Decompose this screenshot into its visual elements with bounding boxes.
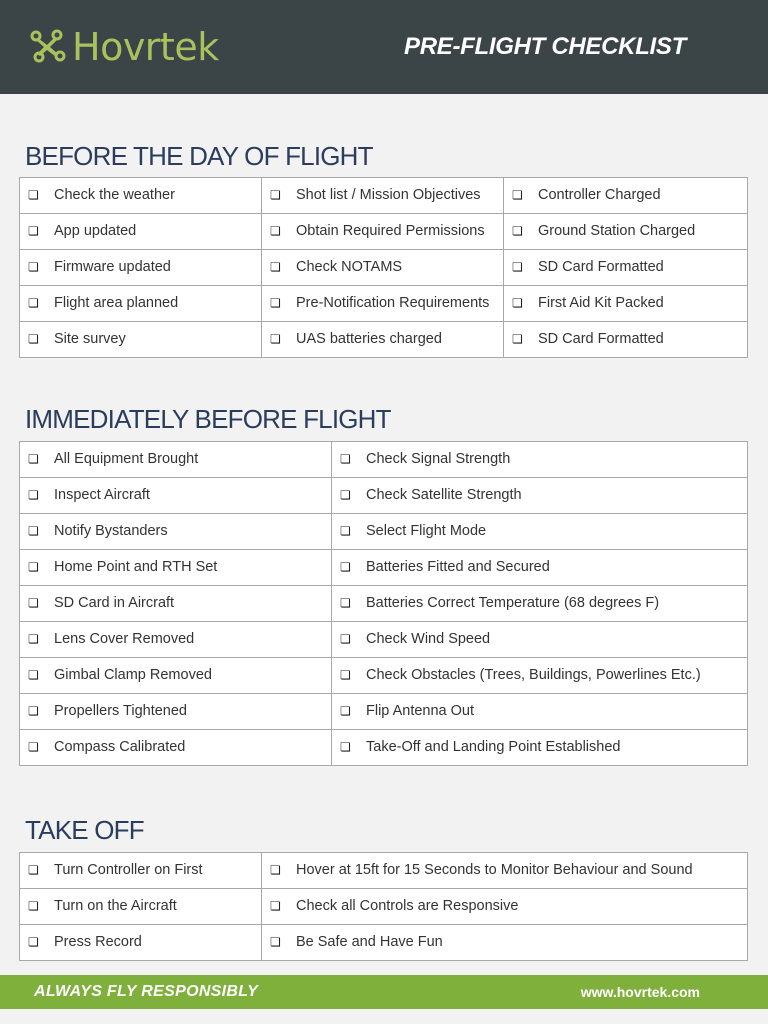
checklist-item-label: Flight area planned	[54, 295, 179, 311]
checkbox-icon[interactable]: ❏	[340, 488, 351, 502]
checklist-item-label: Home Point and RTH Set	[54, 559, 218, 575]
checklist-item-label: Gimbal Clamp Removed	[54, 667, 212, 683]
table-row	[20, 853, 748, 889]
checklist-cell	[332, 622, 748, 658]
checklist-item[interactable]	[340, 702, 741, 721]
checklist-table-immediately-before	[19, 441, 748, 766]
checklist-item-label: Check all Controls are Responsive	[296, 898, 519, 914]
checklist-item[interactable]	[270, 933, 741, 952]
checkbox-icon[interactable]: ❏	[512, 224, 523, 238]
checkbox-icon[interactable]: ❏	[28, 632, 39, 646]
checklist-item-label: SD Card Formatted	[538, 331, 664, 347]
checklist-item[interactable]	[512, 330, 741, 349]
checklist-cell	[332, 694, 748, 730]
table-row	[20, 550, 748, 586]
checkbox-icon[interactable]: ❏	[270, 296, 281, 310]
checklist-cell	[504, 286, 748, 322]
document-title: PRE-FLIGHT CHECKLIST	[404, 33, 686, 60]
checklist-item[interactable]	[270, 330, 497, 349]
checklist-item[interactable]	[512, 258, 741, 277]
checklist-item-label: Batteries Fitted and Secured	[366, 559, 550, 575]
checklist-item-label: App updated	[54, 223, 137, 239]
checklist-table-take-off	[19, 852, 748, 961]
checklist-item[interactable]	[28, 522, 325, 541]
checklist-item-label: Check Wind Speed	[366, 631, 491, 647]
checklist-item-label: Ground Station Charged	[538, 223, 696, 239]
checklist-item-label: SD Card Formatted	[538, 259, 664, 275]
checklist-cell	[332, 550, 748, 586]
checklist-item[interactable]	[270, 861, 741, 880]
checklist-item[interactable]	[28, 702, 325, 721]
checklist-item[interactable]	[270, 186, 497, 205]
section-title-before-day: BEFORE THE DAY OF FLIGHT	[25, 141, 373, 171]
table-row	[20, 178, 748, 214]
checkbox-icon[interactable]: ❏	[28, 524, 39, 538]
checklist-item[interactable]	[340, 666, 741, 685]
checklist-item-label: First Aid Kit Packed	[538, 295, 664, 311]
checklist-cell	[332, 658, 748, 694]
checkbox-icon[interactable]: ❏	[28, 224, 39, 238]
checklist-cell	[20, 889, 262, 925]
checkbox-icon[interactable]: ❏	[28, 296, 39, 310]
checkbox-icon[interactable]: ❏	[340, 560, 351, 574]
checklist-cell	[262, 286, 504, 322]
checklist-table-before-day	[19, 177, 748, 358]
checklist-item[interactable]	[28, 558, 325, 577]
footer-bar	[0, 975, 768, 1009]
checklist-cell	[504, 250, 748, 286]
checklist-item[interactable]	[28, 486, 325, 505]
checklist-cell	[20, 322, 262, 358]
header-bar	[0, 0, 768, 94]
checkbox-icon[interactable]: ❏	[270, 260, 281, 274]
checkbox-icon[interactable]: ❏	[270, 188, 281, 202]
checkbox-icon[interactable]: ❏	[28, 188, 39, 202]
checklist-cell	[20, 550, 332, 586]
checklist-cell	[20, 442, 332, 478]
checklist-item[interactable]	[340, 630, 741, 649]
checklist-item[interactable]	[340, 738, 741, 757]
checklist-item-label: Lens Cover Removed	[54, 631, 195, 647]
checkbox-icon[interactable]: ❏	[28, 452, 39, 466]
checklist-cell	[20, 730, 332, 766]
checklist-cell	[20, 925, 262, 961]
checklist-cell	[262, 853, 748, 889]
checklist-item[interactable]	[28, 186, 255, 205]
table-row	[20, 925, 748, 961]
checklist-item[interactable]	[28, 294, 255, 313]
checklist-item-label: Obtain Required Permissions	[296, 223, 485, 239]
checklist-cell	[332, 586, 748, 622]
checklist-item[interactable]	[340, 558, 741, 577]
checkbox-icon[interactable]: ❏	[512, 260, 523, 274]
table-row	[20, 250, 748, 286]
checklist-item-label: Check Signal Strength	[366, 451, 511, 467]
checklist-item[interactable]	[28, 897, 255, 916]
checkbox-icon[interactable]: ❏	[28, 740, 39, 754]
checklist-item-label: Notify Bystanders	[54, 523, 168, 539]
logo-wordmark: Hovrtek	[72, 25, 219, 69]
checklist-item-label: Press Record	[54, 934, 142, 950]
checkbox-icon[interactable]: ❏	[340, 632, 351, 646]
table-row	[20, 586, 748, 622]
checkbox-icon[interactable]: ❏	[28, 332, 39, 346]
checklist-item[interactable]	[28, 330, 255, 349]
checklist-item[interactable]	[28, 666, 325, 685]
checklist-item[interactable]	[28, 630, 325, 649]
checkbox-icon[interactable]: ❏	[28, 899, 39, 913]
checkbox-icon[interactable]: ❏	[340, 596, 351, 610]
table-row	[20, 214, 748, 250]
drone-logo-icon	[28, 27, 68, 67]
checklist-item-label: Check Obstacles (Trees, Buildings, Powerlines Etc.)	[366, 667, 701, 683]
table-row	[20, 478, 748, 514]
checklist-item-label: UAS batteries charged	[296, 331, 442, 347]
checkbox-icon[interactable]: ❏	[28, 260, 39, 274]
checkbox-icon[interactable]: ❏	[340, 452, 351, 466]
checklist-item[interactable]	[340, 486, 741, 505]
checkbox-icon[interactable]: ❏	[28, 668, 39, 682]
checklist-item[interactable]	[340, 522, 741, 541]
checkbox-icon[interactable]: ❏	[512, 332, 523, 346]
checklist-item[interactable]	[512, 186, 741, 205]
checklist-cell	[20, 178, 262, 214]
checklist-item-label: Propellers Tightened	[54, 703, 187, 719]
checklist-cell	[262, 925, 748, 961]
checklist-cell	[20, 853, 262, 889]
checklist-cell	[20, 250, 262, 286]
checklist-item[interactable]	[28, 258, 255, 277]
checklist-item[interactable]	[512, 294, 741, 313]
checklist-cell	[20, 514, 332, 550]
checkbox-icon[interactable]: ❏	[28, 704, 39, 718]
table-row	[20, 442, 748, 478]
checkbox-icon[interactable]: ❏	[270, 863, 281, 877]
footer-slogan: ALWAYS FLY RESPONSIBLY	[34, 983, 259, 1000]
checkbox-icon[interactable]: ❏	[28, 488, 39, 502]
checklist-item-label: Pre-Notification Requirements	[296, 295, 490, 311]
table-row	[20, 322, 748, 358]
checkbox-icon[interactable]: ❏	[340, 668, 351, 682]
checklist-item-label: Turn on the Aircraft	[54, 898, 177, 914]
checklist-cell	[262, 214, 504, 250]
checkbox-icon[interactable]: ❏	[270, 332, 281, 346]
checklist-item-label: Firmware updated	[54, 259, 171, 275]
checklist-item[interactable]	[270, 897, 741, 916]
checklist-item-label: Take-Off and Landing Point Established	[366, 739, 621, 755]
checkbox-icon[interactable]: ❏	[270, 935, 281, 949]
checklist-item-label: Compass Calibrated	[54, 739, 186, 755]
checklist-item[interactable]	[28, 450, 325, 469]
checklist-cell	[262, 889, 748, 925]
checklist-item[interactable]	[512, 222, 741, 241]
checklist-item[interactable]	[270, 222, 497, 241]
table-row	[20, 694, 748, 730]
checklist-item[interactable]	[28, 933, 255, 952]
checklist-item[interactable]	[270, 258, 497, 277]
checklist-cell	[504, 322, 748, 358]
checklist-item-label: Hover at 15ft for 15 Seconds to Monitor Behaviour and Sound	[296, 862, 693, 878]
table-row	[20, 514, 748, 550]
checklist-cell	[262, 322, 504, 358]
checklist-cell	[20, 658, 332, 694]
checkbox-icon[interactable]: ❏	[270, 899, 281, 913]
checklist-cell	[20, 622, 332, 658]
checklist-cell	[20, 214, 262, 250]
checklist-cell	[332, 478, 748, 514]
table-row	[20, 622, 748, 658]
checkbox-icon[interactable]: ❏	[28, 863, 39, 877]
checklist-item-label: Batteries Correct Temperature (68 degrees F)	[366, 595, 660, 611]
checklist-cell	[20, 478, 332, 514]
checklist-item[interactable]	[28, 738, 325, 757]
checkbox-icon[interactable]: ❏	[28, 935, 39, 949]
checklist-item-label: Site survey	[54, 331, 126, 347]
table-row	[20, 286, 748, 322]
checkbox-icon[interactable]: ❏	[512, 188, 523, 202]
table-row	[20, 889, 748, 925]
section-title-take-off: TAKE OFF	[25, 815, 144, 845]
checklist-item-label: Select Flight Mode	[366, 523, 487, 539]
checkbox-icon[interactable]: ❏	[28, 560, 39, 574]
checklist-item-label: Inspect Aircraft	[54, 487, 150, 503]
checklist-cell	[20, 694, 332, 730]
checklist-item-label: Shot list / Mission Objectives	[296, 187, 481, 203]
checklist-item[interactable]	[340, 594, 741, 613]
checklist-cell	[332, 730, 748, 766]
checkbox-icon[interactable]: ❏	[270, 224, 281, 238]
checklist-item-label: Turn Controller on First	[54, 862, 203, 878]
checklist-item[interactable]	[28, 861, 255, 880]
checklist-item-label: Flip Antenna Out	[366, 703, 475, 719]
checklist-item[interactable]	[340, 450, 741, 469]
checkbox-icon[interactable]: ❏	[512, 296, 523, 310]
section-title-immediately-before: IMMEDIATELY BEFORE FLIGHT	[25, 404, 391, 434]
table-row	[20, 658, 748, 694]
brand-logo	[28, 24, 219, 70]
checklist-cell	[504, 214, 748, 250]
checkbox-icon[interactable]: ❏	[340, 524, 351, 538]
checklist-item[interactable]	[270, 294, 497, 313]
checklist-item-label: Check NOTAMS	[296, 259, 403, 275]
checklist-cell	[332, 514, 748, 550]
checkbox-icon[interactable]: ❏	[28, 596, 39, 610]
checklist-item-label: Check the weather	[54, 187, 175, 203]
checklist-cell	[262, 250, 504, 286]
checklist-item-label: SD Card in Aircraft	[54, 595, 175, 611]
checklist-item[interactable]	[28, 222, 255, 241]
checklist-item-label: Be Safe and Have Fun	[296, 934, 443, 950]
checkbox-icon[interactable]: ❏	[340, 704, 351, 718]
checklist-item-label: Controller Charged	[538, 187, 661, 203]
footer-website-link[interactable]: www.hovrtek.com	[580, 984, 700, 1000]
checkbox-icon[interactable]: ❏	[340, 740, 351, 754]
checklist-cell	[20, 586, 332, 622]
checklist-item-label: All Equipment Brought	[54, 451, 199, 467]
checklist-item-label: Check Satellite Strength	[366, 487, 522, 503]
checklist-cell	[332, 442, 748, 478]
checklist-item[interactable]	[28, 594, 325, 613]
checklist-cell	[262, 178, 504, 214]
checklist-cell	[20, 286, 262, 322]
checklist-cell	[504, 178, 748, 214]
table-row	[20, 730, 748, 766]
